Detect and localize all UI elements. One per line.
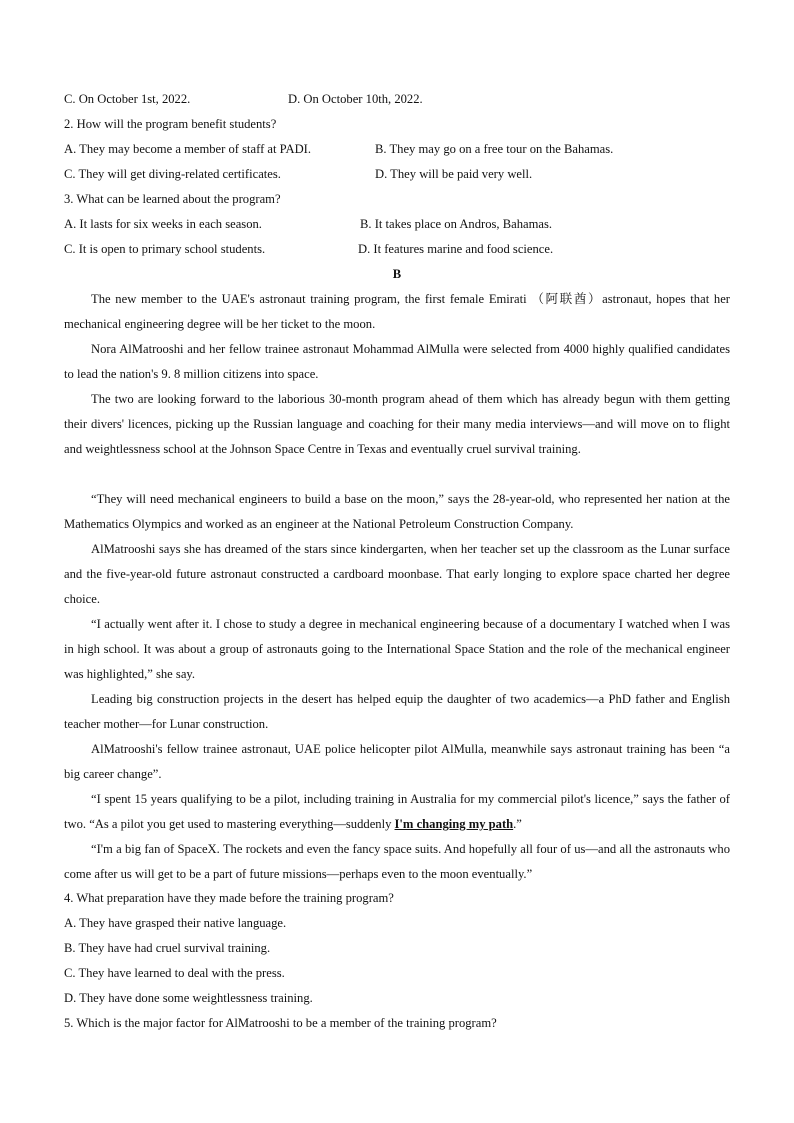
q3-option-c: C. It is open to primary school students.: [64, 242, 266, 256]
section-b-heading: B: [392, 267, 402, 281]
q2-option-a: A. They may become a member of staff at PADI.: [64, 142, 312, 156]
passage-paragraph-11: “I'm a big fan of SpaceX. The rockets and even the fancy space suits. And hopefully all four of us—and all the astronauts who come after us will get to be a part of future missions—perhaps even to the moon eventually.”: [64, 842, 730, 881]
passage-paragraph-7: Leading big construction projects in the desert has helped equip the daughter of two academics—a PhD father and English teacher mother—for Lunar construction.: [64, 692, 730, 731]
q2-option-b: B. They may go on a free tour on the Bahamas.: [375, 142, 614, 156]
q3-option-a: A. It lasts for six weeks in each season.: [64, 217, 262, 231]
passage-paragraph-8: AlMatrooshi's fellow trainee astronaut, UAE police helicopter pilot AlMulla, meanwhile says astronaut training has been “a big career change”.: [64, 742, 730, 781]
q5-stem: 5. Which is the major factor for AlMatrooshi to be a member of the training program?: [64, 1016, 497, 1030]
passage-paragraph-3: The two are looking forward to the laborious 30-month program ahead of them which has already begun with them getting their divers' licences, picking up the Russian language and coaching for their many media interviews—and will move on to flight and weightlessness school at the Johnson Space Centre in Texas and eventually cruel survival training.: [64, 392, 730, 456]
q2-option-c: C. They will get diving-related certificates.: [64, 167, 281, 181]
paragraph-10-end: .”: [513, 817, 522, 831]
underlined-phrase: I'm changing my path: [394, 817, 514, 831]
q4-option-b: B. They have had cruel survival training.: [64, 941, 271, 955]
q2-stem: 2. How will the program benefit students?: [64, 117, 277, 131]
paragraph-10-text: “I spent 15 years qualifying to be a pilot, including training in Australia for my commercial pilot's licence,” says the father of two. “As a pilot you get used to mastering everything—suddenly: [64, 792, 730, 831]
q1-option-c: C. On October 1st, 2022.: [64, 92, 191, 106]
q4-option-d: D. They have done some weightlessness training.: [64, 991, 313, 1005]
passage-paragraph-10: [64, 787, 730, 837]
q4-option-a: A. They have grasped their native language.: [64, 916, 287, 930]
passage-paragraph-1: The new member to the UAE's astronaut training program, the first female Emirati （阿联酋）astronaut, hopes that her mechanical engineering degree will be her ticket to the moon.: [64, 292, 730, 331]
passage-paragraph-4: “They will need mechanical engineers to build a base on the moon,” says the 28-year-old, who represented her nation at the Mathematics Olympics and worked as an engineer at the National Petroleum Construction Company.: [64, 492, 730, 531]
passage-paragraph-6: “I actually went after it. I chose to study a degree in mechanical engineering because of a documentary I watched when I was in high school. It was about a group of astronauts going to the International Space Station and the role of the mechanical engineer was highlighted,” she say.: [64, 617, 730, 681]
q4-option-c: C. They have learned to deal with the press.: [64, 966, 285, 980]
q3-stem: 3. What can be learned about the program?: [64, 192, 281, 206]
q2-option-d: D. They will be paid very well.: [375, 167, 533, 181]
q3-option-b: B. It takes place on Andros, Bahamas.: [360, 217, 553, 231]
passage-paragraph-5: AlMatrooshi says she has dreamed of the stars since kindergarten, when her teacher set up the classroom as the Lunar surface and the five-year-old future astronaut constructed a cardboard moonbase. That early longing to explore space charted her degree choice.: [64, 542, 730, 606]
q1-option-d: D. On October 10th, 2022.: [288, 92, 423, 106]
q4-stem: 4. What preparation have they made before the training program?: [64, 891, 394, 905]
passage-paragraph-2: Nora AlMatrooshi and her fellow trainee astronaut Mohammad AlMulla were selected from 4000 highly qualified candidates to lead the nation's 9. 8 million citizens into space.: [64, 342, 730, 381]
q3-option-d: D. It features marine and food science.: [358, 242, 554, 256]
